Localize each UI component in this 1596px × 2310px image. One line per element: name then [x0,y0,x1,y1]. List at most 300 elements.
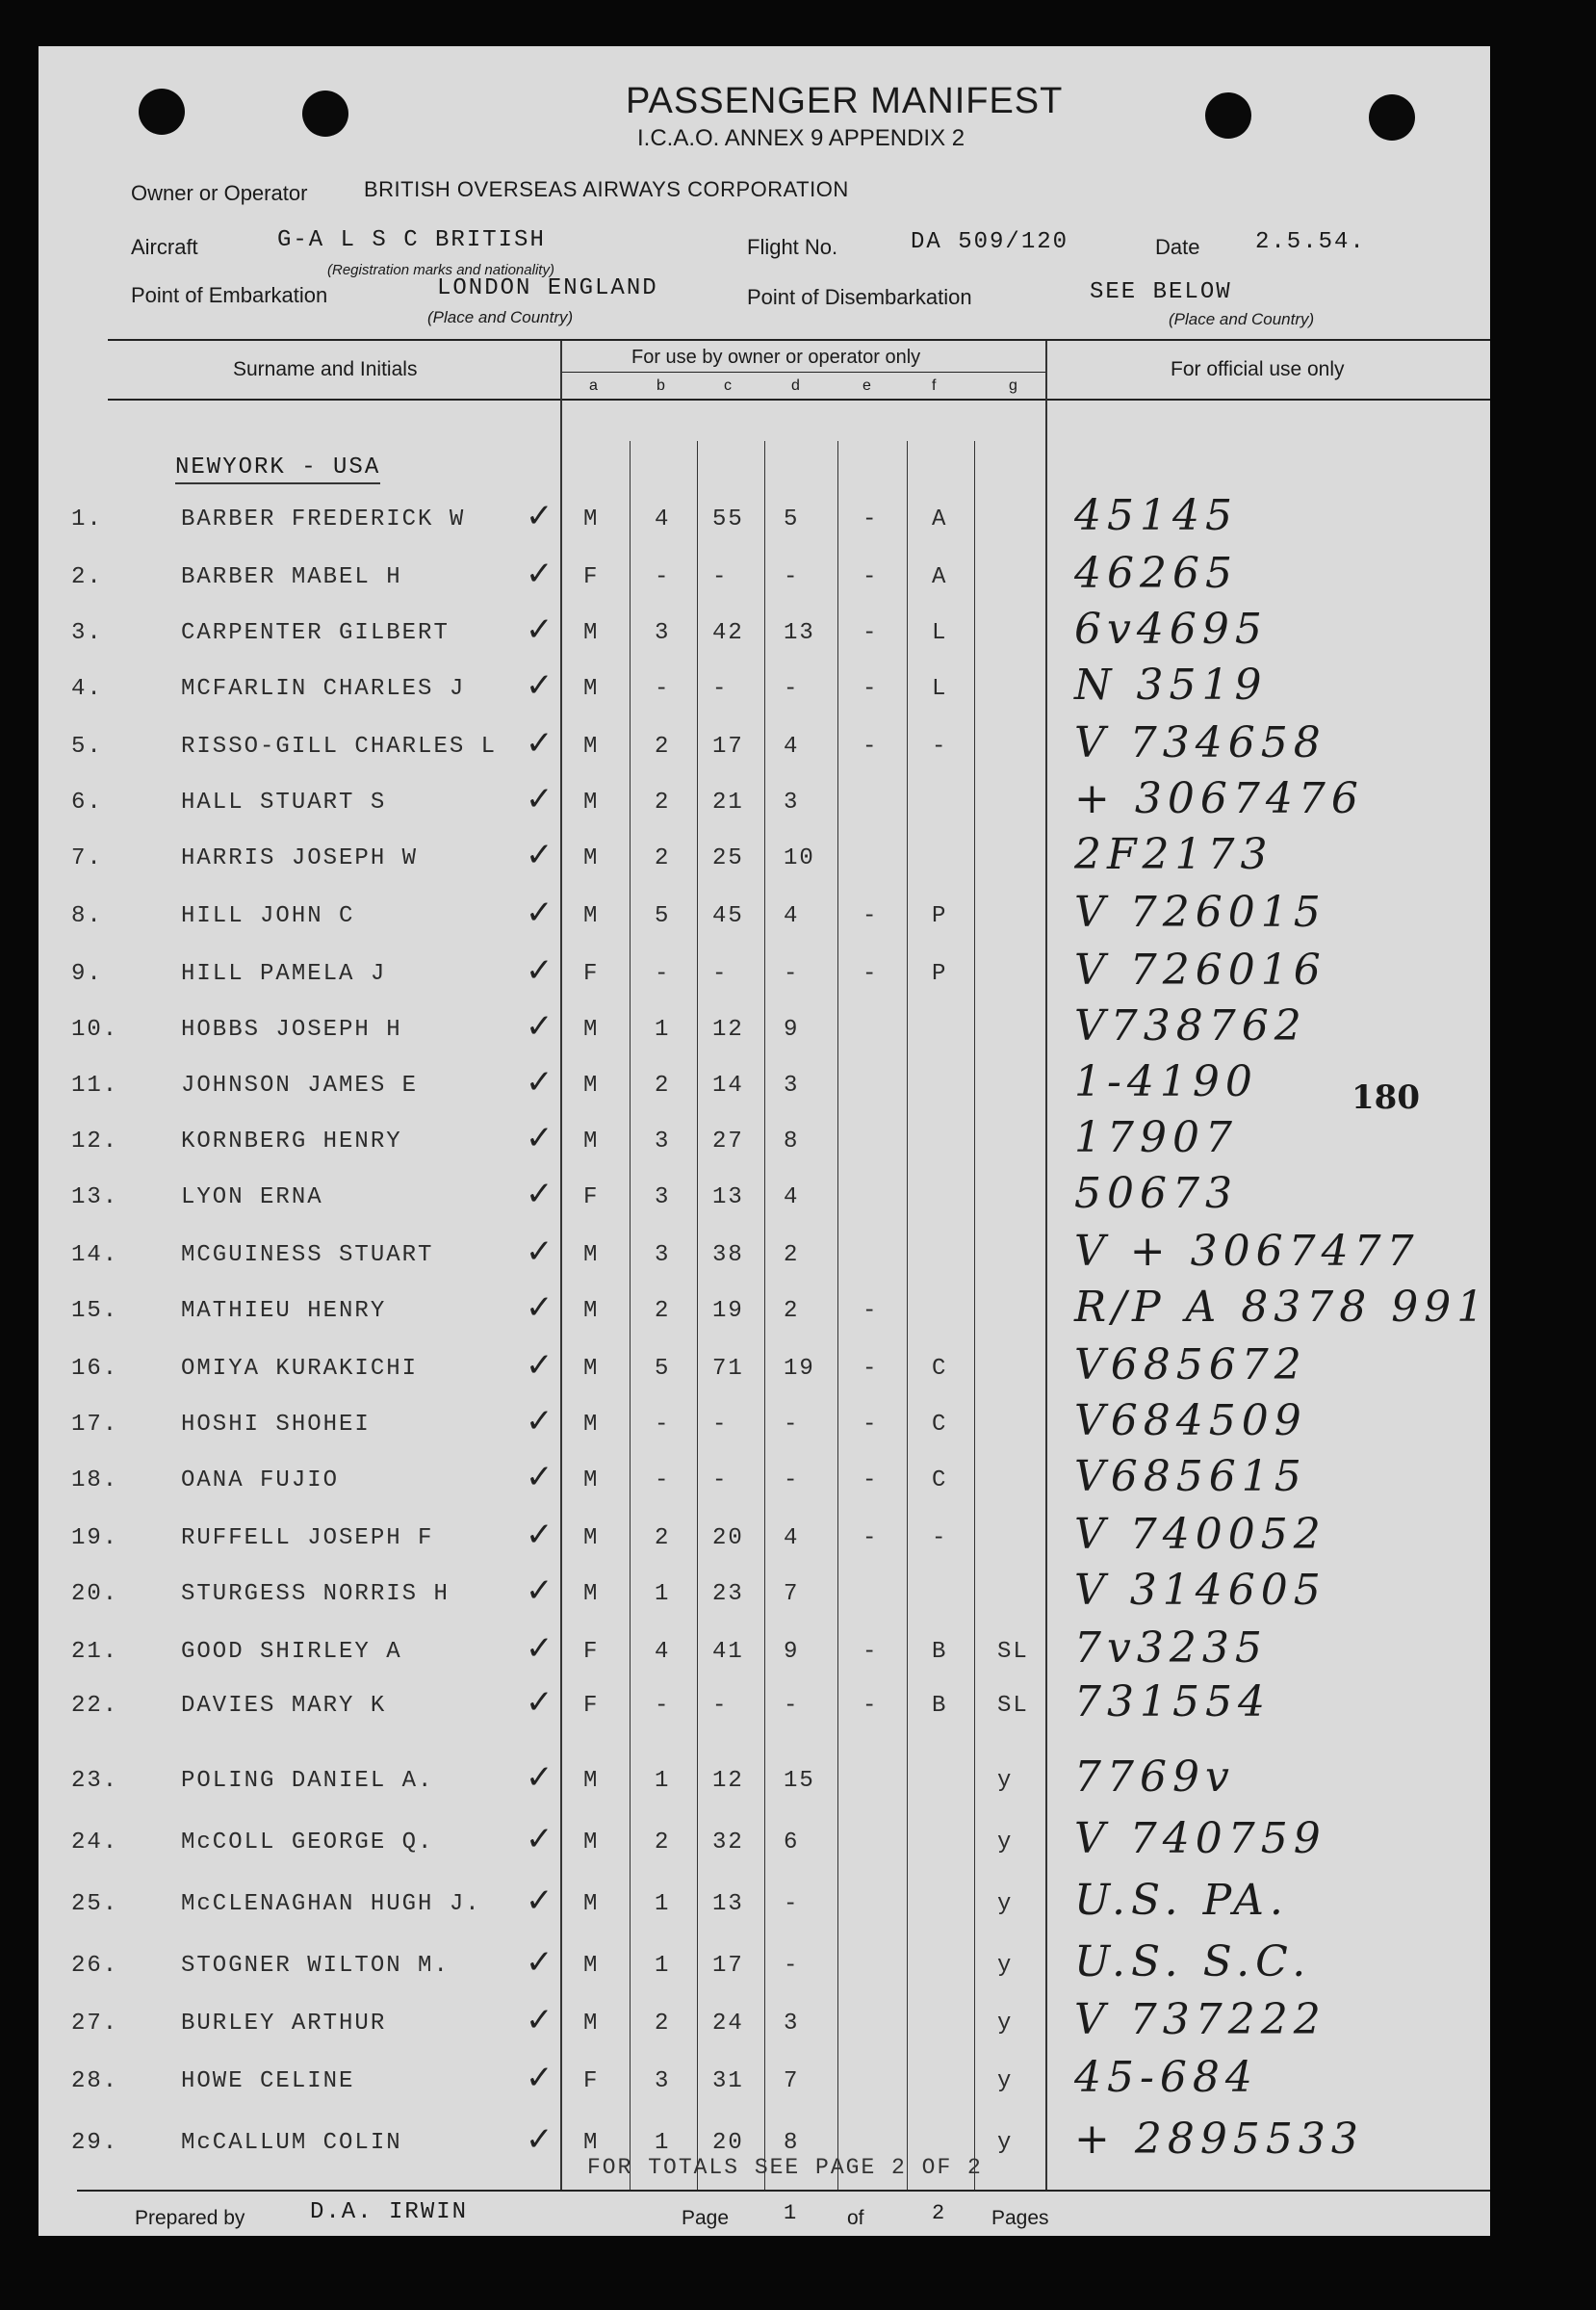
check-mark-icon: ✓ [526,1516,555,1554]
cell-sex: F [583,1693,600,1719]
cell-g: SL [997,1639,1029,1665]
official-handwritten-entry: U.S. PA. [1074,1876,1289,1925]
cell-c: 14 [712,1073,744,1099]
owner-label: Owner or Operator [131,181,308,205]
embark-value: LONDON ENGLAND [437,275,658,301]
cell-b: 2 [655,1525,671,1551]
cell-c: 12 [712,1017,744,1043]
cell-c: 31 [712,2068,744,2094]
cell-c: 20 [712,2130,744,2156]
cell-b: 1 [655,1953,671,1979]
cell-b: 1 [655,2130,671,2156]
check-mark-icon: ✓ [526,2059,555,2097]
table-row [39,1677,1490,1731]
row-number: 27. [71,2011,119,2037]
check-mark-icon: ✓ [526,1629,555,1668]
table-row [39,1340,1490,1394]
check-mark-icon: ✓ [526,724,555,763]
cell-e: - [862,961,879,987]
table-row [39,1623,1490,1677]
check-mark-icon: ✓ [526,666,555,705]
table-row [39,1283,1490,1337]
check-mark-icon: ✓ [526,1063,555,1102]
sub-col-e: e [862,377,871,394]
row-number: 24. [71,1830,119,1856]
cell-e: - [862,1467,879,1493]
official-handwritten-entry: V684509 [1074,1396,1307,1445]
cell-c: 27 [712,1129,744,1155]
cell-g: y [997,1768,1014,1794]
official-handwritten-entry: 7769v [1074,1752,1235,1802]
official-handwritten-entry: V + 3067477 [1074,1227,1420,1276]
punch-hole [302,91,348,137]
cell-sex: M [583,1129,600,1155]
cell-sex: M [583,2130,600,2156]
check-mark-icon: ✓ [526,1007,555,1046]
passenger-name: OMIYA KURAKICHI [181,1356,419,1382]
cell-c: 25 [712,845,744,871]
row-number: 22. [71,1693,119,1719]
page-stamp: 180 [1351,1078,1420,1117]
of-label: of [847,2207,864,2229]
cell-sex: M [583,790,600,816]
sub-col-c: c [724,377,732,394]
cell-d: 2 [784,1242,800,1268]
cell-f: A [932,564,948,590]
table-row [39,718,1490,772]
cell-e: - [862,620,879,646]
aircraft-label: Aircraft [131,235,198,259]
cell-g: y [997,1891,1014,1917]
row-number: 15. [71,1298,119,1324]
table-row [39,1113,1490,1167]
cell-sex: M [583,1768,600,1794]
table-row [39,1995,1490,2049]
cell-b: 1 [655,1768,671,1794]
cell-b: - [655,1412,671,1438]
header-rule [108,399,1490,401]
cell-f: B [932,1639,948,1665]
cell-c: 23 [712,1581,744,1607]
check-mark-icon: ✓ [526,1758,555,1797]
official-handwritten-entry: 2F2173 [1074,830,1274,879]
cell-sex: M [583,903,600,929]
passenger-name: BURLEY ARTHUR [181,2011,387,2037]
disembark-note: (Place and Country) [1169,310,1315,328]
cell-b: 2 [655,790,671,816]
cell-d: 13 [784,620,815,646]
cell-d: 5 [784,506,800,532]
row-number: 20. [71,1581,119,1607]
cell-f: L [932,620,948,646]
row-number: 18. [71,1467,119,1493]
passenger-name: HALL STUART S [181,790,387,816]
check-mark-icon: ✓ [526,2001,555,2039]
table-row [39,774,1490,828]
cell-f: L [932,676,948,702]
row-number: 5. [71,734,103,760]
cell-d: - [784,961,800,987]
cell-d: 3 [784,2011,800,2037]
passenger-name: HOBBS JOSEPH H [181,1017,402,1043]
table-row [39,1057,1490,1111]
cell-sex: M [583,2011,600,2037]
punch-hole [1369,94,1415,141]
cell-c: - [712,1693,729,1719]
cell-f: - [932,734,948,760]
check-mark-icon: ✓ [526,1175,555,1213]
table-row [39,605,1490,659]
table-row [39,888,1490,942]
cell-sex: M [583,1356,600,1382]
cell-g: y [997,1953,1014,1979]
passenger-name: MATHIEU HENRY [181,1298,387,1324]
passenger-name: McCOLL GEORGE Q. [181,1830,434,1856]
cell-d: - [784,1693,800,1719]
owner-value: BRITISH OVERSEAS AIRWAYS CORPORATION [364,177,849,201]
check-mark-icon: ✓ [526,1820,555,1858]
cell-sex: F [583,1639,600,1665]
cell-d: 4 [784,734,800,760]
cell-c: 55 [712,506,744,532]
cell-c: 42 [712,620,744,646]
passenger-name: CARPENTER GILBERT [181,620,450,646]
cell-c: 32 [712,1830,744,1856]
cell-e: - [862,564,879,590]
cell-c: 13 [712,1891,744,1917]
official-handwritten-entry: 46265 [1074,549,1238,598]
cell-e: - [862,676,879,702]
cell-sex: F [583,2068,600,2094]
cell-e: - [862,734,879,760]
cell-c: 21 [712,790,744,816]
passenger-name: BARBER MABEL H [181,564,402,590]
cell-b: 2 [655,1830,671,1856]
check-mark-icon: ✓ [526,610,555,649]
table-row [39,946,1490,999]
check-mark-icon: ✓ [526,1233,555,1271]
check-mark-icon: ✓ [526,1346,555,1385]
check-mark-icon: ✓ [526,1943,555,1982]
cell-sex: M [583,1412,600,1438]
passenger-name: McCALLUM COLIN [181,2130,402,2156]
passenger-name: KORNBERG HENRY [181,1129,402,1155]
table-row [39,2053,1490,2107]
embark-label: Point of Embarkation [131,283,328,307]
table-row [39,830,1490,884]
cell-d: 8 [784,2130,800,2156]
passenger-name: MCGUINESS STUART [181,1242,434,1268]
cell-sex: M [583,1581,600,1607]
punch-hole [1205,92,1251,139]
row-number: 6. [71,790,103,816]
sub-col-f: f [932,377,937,394]
cell-g: y [997,2068,1014,2094]
check-mark-icon: ✓ [526,951,555,990]
table-row [39,1937,1490,1991]
cell-d: - [784,1412,800,1438]
cell-sex: M [583,1830,600,1856]
cell-g: y [997,1830,1014,1856]
official-handwritten-entry: 17907 [1074,1113,1238,1162]
row-number: 23. [71,1768,119,1794]
check-mark-icon: ✓ [526,1571,555,1610]
row-number: 8. [71,903,103,929]
cell-d: 19 [784,1356,815,1382]
official-handwritten-entry: U.S. S.C. [1074,1937,1312,1986]
prepared-by-label: Prepared by [135,2207,245,2229]
check-mark-icon: ✓ [526,780,555,818]
row-number: 13. [71,1184,119,1210]
pages-label: Pages [991,2207,1049,2229]
official-handwritten-entry: 7v3235 [1074,1623,1268,1673]
passenger-name: JOHNSON JAMES E [181,1073,419,1099]
sub-col-b: b [656,377,665,394]
disembark-value: SEE BELOW [1090,279,1232,305]
cell-b: 2 [655,845,671,871]
totals-note: FOR TOTALS SEE PAGE 2 OF 2 [587,2155,983,2180]
col-owner-header: For use by owner or operator only [631,347,921,368]
cell-b: 3 [655,620,671,646]
row-number: 2. [71,564,103,590]
cell-sex: M [583,1891,600,1917]
cell-d: - [784,676,800,702]
cell-b: 3 [655,1184,671,1210]
cell-f: C [932,1412,948,1438]
cell-c: - [712,1412,729,1438]
subheader-rule [560,372,1045,373]
cell-b: 1 [655,1581,671,1607]
table-row [39,1169,1490,1223]
cell-sex: M [583,1242,600,1268]
cell-f: C [932,1467,948,1493]
official-handwritten-entry: + 2895533 [1074,2115,1364,2164]
check-mark-icon: ✓ [526,2120,555,2159]
cell-b: 2 [655,2011,671,2037]
sub-col-a: a [589,377,598,394]
official-handwritten-entry: V 734658 [1074,718,1326,767]
cell-e: - [862,903,879,929]
cell-c: 17 [712,734,744,760]
cell-d: 4 [784,1525,800,1551]
cell-e: - [862,1298,879,1324]
section-heading: NEWYORK - USA [175,454,380,484]
official-handwritten-entry: V685615 [1074,1452,1307,1501]
cell-b: 2 [655,1298,671,1324]
cell-f: P [932,903,948,929]
row-number: 26. [71,1953,119,1979]
passenger-name: HARRIS JOSEPH W [181,845,419,871]
cell-sex: F [583,564,600,590]
cell-f: - [932,1525,948,1551]
official-handwritten-entry: 731554 [1074,1677,1271,1726]
row-number: 14. [71,1242,119,1268]
row-number: 29. [71,2130,119,2156]
official-handwritten-entry: V 740052 [1074,1510,1326,1559]
passenger-name: HOWE CELINE [181,2068,355,2094]
cell-sex: M [583,620,600,646]
check-mark-icon: ✓ [526,836,555,874]
passenger-name: BARBER FREDERICK W [181,506,466,532]
row-number: 28. [71,2068,119,2094]
cell-d: 15 [784,1768,815,1794]
cell-d: - [784,564,800,590]
cell-b: - [655,1467,671,1493]
cell-d: 8 [784,1129,800,1155]
cell-g: y [997,2011,1014,2037]
col-official-header: For official use only [1171,358,1345,380]
row-number: 4. [71,676,103,702]
cell-e: - [862,1525,879,1551]
cell-b: 1 [655,1017,671,1043]
passenger-name: POLING DANIEL A. [181,1768,434,1794]
cell-sex: F [583,961,600,987]
passenger-name: HILL JOHN C [181,903,355,929]
cell-f: P [932,961,948,987]
manifest-page [39,46,1490,2236]
check-mark-icon: ✓ [526,1683,555,1722]
cell-d: 2 [784,1298,800,1324]
row-number: 7. [71,845,103,871]
cell-b: - [655,564,671,590]
cell-c: - [712,564,729,590]
check-mark-icon: ✓ [526,894,555,932]
check-mark-icon: ✓ [526,1458,555,1496]
cell-sex: M [583,676,600,702]
sub-col-g: g [1009,377,1017,394]
cell-c: - [712,961,729,987]
table-row [39,1001,1490,1055]
table-row [39,1396,1490,1450]
cell-c: 71 [712,1356,744,1382]
cell-e: - [862,1639,879,1665]
official-handwritten-entry: 50673 [1074,1169,1238,1218]
disembark-label: Point of Disembarkation [747,285,972,309]
cell-d: 7 [784,2068,800,2094]
table-row [39,1452,1490,1506]
cell-b: - [655,676,671,702]
total-pages: 2 [932,2201,945,2225]
passenger-name: DAVIES MARY K [181,1693,387,1719]
cell-c: 45 [712,903,744,929]
table-row [39,1510,1490,1564]
cell-b: 5 [655,1356,671,1382]
official-handwritten-entry: V 314605 [1074,1566,1326,1615]
cell-d: 9 [784,1639,800,1665]
cell-d: 9 [784,1017,800,1043]
cell-f: A [932,506,948,532]
row-number: 17. [71,1412,119,1438]
cell-c: 20 [712,1525,744,1551]
official-handwritten-entry: V685672 [1074,1340,1307,1389]
passenger-name: RISSO-GILL CHARLES L [181,734,498,760]
cell-c: 24 [712,2011,744,2037]
row-number: 1. [71,506,103,532]
cell-b: 1 [655,1891,671,1917]
registration-note: (Registration marks and nationality) [327,262,554,278]
row-number: 9. [71,961,103,987]
cell-d: 4 [784,1184,800,1210]
row-number: 19. [71,1525,119,1551]
official-handwritten-entry: 6v4695 [1074,605,1268,654]
date-value: 2.5.54. [1255,229,1366,255]
row-number: 10. [71,1017,119,1043]
cell-b: 4 [655,506,671,532]
cell-sex: F [583,1184,600,1210]
cell-b: 5 [655,903,671,929]
embark-note: (Place and Country) [427,308,574,326]
check-mark-icon: ✓ [526,497,555,535]
cell-b: 3 [655,1129,671,1155]
page-number: 1 [784,2201,797,2225]
cell-c: - [712,1467,729,1493]
check-mark-icon: ✓ [526,1288,555,1327]
passenger-name: McCLENAGHAN HUGH J. [181,1891,481,1917]
official-handwritten-entry: + 3067476 [1074,774,1364,823]
cell-c: 19 [712,1298,744,1324]
prepared-by-value: D.A. IRWIN [310,2199,469,2225]
cell-d: 10 [784,845,815,871]
check-mark-icon: ✓ [526,1119,555,1157]
row-number: 25. [71,1891,119,1917]
footer-rule [77,2190,1490,2192]
official-handwritten-entry: V 726015 [1074,888,1326,937]
check-mark-icon: ✓ [526,1882,555,1920]
sub-col-d: d [791,377,800,394]
cell-e: - [862,1693,879,1719]
cell-c: 38 [712,1242,744,1268]
cell-sex: M [583,1953,600,1979]
cell-g: y [997,2130,1014,2156]
date-label: Date [1155,235,1200,259]
cell-e: - [862,506,879,532]
cell-b: 2 [655,1073,671,1099]
passenger-name: RUFFELL JOSEPH F [181,1525,434,1551]
cell-sex: M [583,845,600,871]
table-row [39,1566,1490,1620]
passenger-name: LYON ERNA [181,1184,323,1210]
official-handwritten-entry: 45-684 [1074,2053,1258,2102]
cell-c: - [712,676,729,702]
official-handwritten-entry: R/P A 8378 991 [1074,1283,1490,1332]
cell-d: - [784,1467,800,1493]
table-row [39,1876,1490,1930]
cell-d: 4 [784,903,800,929]
cell-c: 13 [712,1184,744,1210]
table-row [39,1227,1490,1281]
cell-sex: M [583,1525,600,1551]
table-row [39,661,1490,714]
official-handwritten-entry: V738762 [1074,1001,1307,1051]
official-handwritten-entry: 1-4190 [1074,1057,1258,1106]
table-row [39,491,1490,545]
passenger-name: GOOD SHIRLEY A [181,1639,402,1665]
row-number: 21. [71,1639,119,1665]
cell-d: 6 [784,1830,800,1856]
flight-value: DA 509/120 [911,229,1069,255]
table-row [39,1814,1490,1868]
passenger-name: OANA FUJIO [181,1467,340,1493]
cell-sex: M [583,1073,600,1099]
page-title: PASSENGER MANIFEST [626,81,1064,121]
cell-b: 3 [655,1242,671,1268]
aircraft-value: G-A L S C BRITISH [277,227,546,253]
cell-sex: M [583,1467,600,1493]
cell-f: B [932,1693,948,1719]
passenger-name: MCFARLIN CHARLES J [181,676,466,702]
cell-b: - [655,1693,671,1719]
official-handwritten-entry: 45145 [1074,491,1238,540]
